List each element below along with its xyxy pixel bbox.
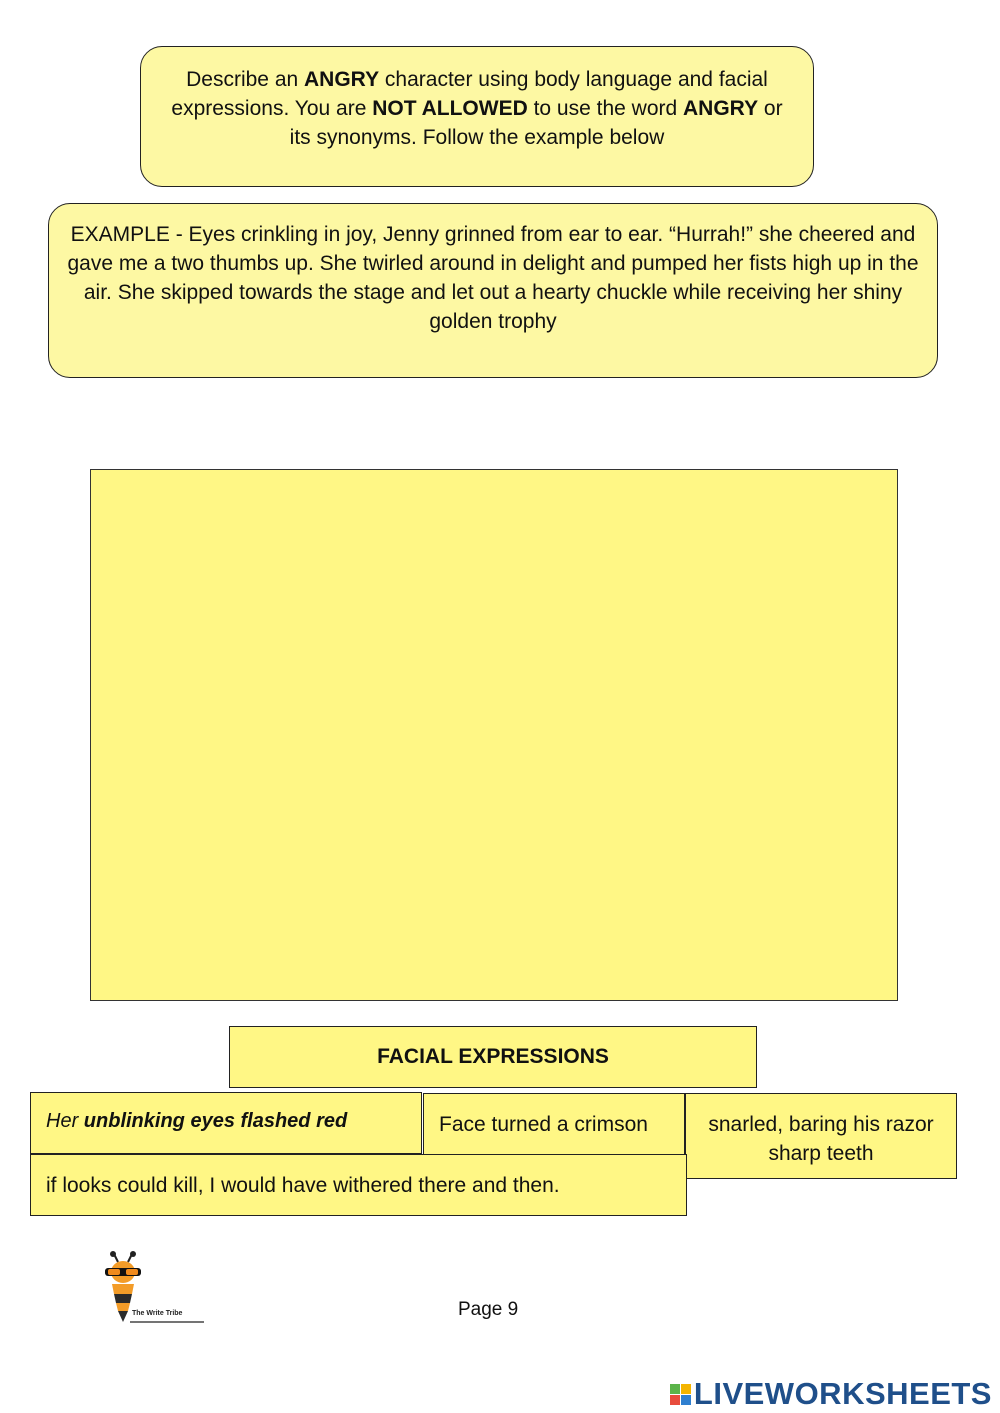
example-bubble [48,203,938,378]
word-chip-unblinking-eyes[interactable] [30,1092,422,1154]
liveworksheets-brand [670,1378,992,1410]
chip-prefix: Her [46,1110,84,1132]
instruction-text-2: character using body language and facial expressions. You are [171,68,768,120]
word-chip-looks-could-kill[interactable]: if looks could kill, I would have withered there and then. [30,1154,687,1216]
write-tribe-logo-text: The Write Tribe [132,1310,183,1317]
write-tribe-logo [100,1250,210,1330]
chip-bold-phrase: unblinking eyes flashed red [83,1110,348,1132]
example-text: EXAMPLE - Eyes crinkling in joy, Jenny grinned from ear to ear. “Hurrah!” she cheered and gave me a two thumbs up. She twirled around in delight and pumped her fists high up in the air. She skipped towards the stage and let out a hearty chuckle while receiving her shiny golden trophy [67,223,919,333]
instruction-bold-angry: ANGRY [304,68,380,91]
bee-icon [100,1250,210,1330]
word-chip-face-crimson[interactable]: Face turned a crimson [423,1093,685,1155]
instruction-bold-angry-2: ANGRY [683,97,759,120]
instruction-text-1: Describe an [186,68,305,91]
page-number: Page 9 [458,1299,519,1320]
answer-text-area[interactable] [90,469,898,1001]
instruction-bold-not-allowed: NOT ALLOWED [372,97,528,120]
facial-expressions-heading: FACIAL EXPRESSIONS [229,1026,757,1088]
instruction-bubble [140,46,814,187]
instruction-text-4: or its synonyms. Follow the example below [289,97,783,149]
liveworksheets-logo-icon [670,1384,691,1405]
liveworksheets-text: LIVEWORKSHEETS [693,1376,992,1411]
instruction-text-3: to use the word [527,97,684,120]
word-chip-snarled[interactable]: snarled, baring his razor sharp teeth [685,1093,957,1179]
